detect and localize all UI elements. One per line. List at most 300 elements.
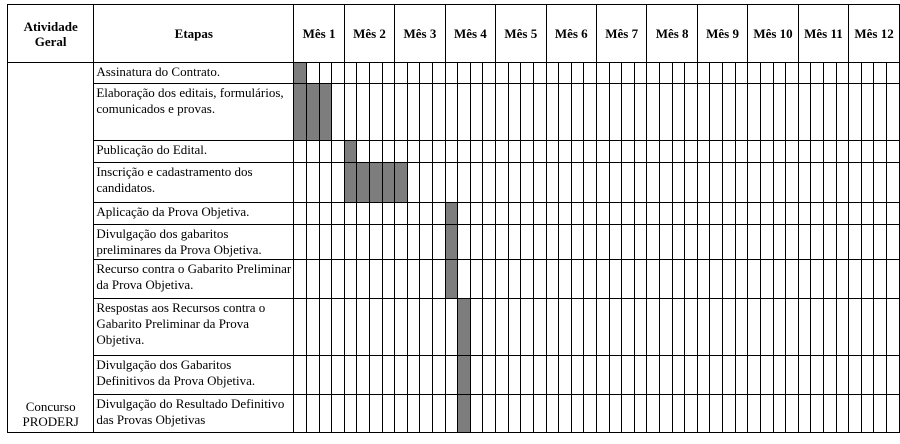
- week-cell: [609, 260, 622, 299]
- week-cell: [660, 63, 673, 84]
- week-cell: [382, 225, 395, 260]
- week-cell: [697, 260, 710, 299]
- week-cell: [496, 63, 509, 84]
- week-cell: [798, 225, 811, 260]
- week-cell: [849, 63, 862, 84]
- week-cell: [496, 356, 509, 395]
- week-cell: [546, 163, 559, 203]
- schedule-row: [8, 63, 900, 84]
- week-cell: [483, 163, 496, 203]
- week-cell: [760, 141, 773, 163]
- week-cell: [483, 395, 496, 433]
- week-cell: [306, 203, 319, 225]
- week-cell: [886, 299, 899, 356]
- week-cell-filled: [306, 84, 319, 141]
- week-cell-filled: [395, 163, 408, 203]
- month-header-3: Mês 3: [395, 5, 445, 63]
- week-cell: [849, 395, 862, 433]
- week-cell: [823, 395, 836, 433]
- week-cell: [357, 84, 370, 141]
- week-cell: [634, 141, 647, 163]
- week-cell: [710, 163, 723, 203]
- week-cell: [571, 203, 584, 225]
- week-cell: [508, 84, 521, 141]
- week-cell: [760, 395, 773, 433]
- week-cell: [559, 141, 572, 163]
- week-cell: [508, 163, 521, 203]
- week-cell: [886, 395, 899, 433]
- week-cell: [874, 225, 887, 260]
- week-cell: [773, 260, 786, 299]
- week-cell: [370, 395, 383, 433]
- week-cell: [420, 141, 433, 163]
- week-cell: [306, 395, 319, 433]
- week-cell: [849, 299, 862, 356]
- week-cell: [672, 299, 685, 356]
- week-cell: [407, 299, 420, 356]
- week-cell: [647, 395, 660, 433]
- week-cell: [735, 356, 748, 395]
- week-cell: [571, 225, 584, 260]
- week-cell: [849, 260, 862, 299]
- week-cell: [874, 84, 887, 141]
- month-header-8: Mês 8: [647, 5, 697, 63]
- week-cell: [622, 63, 635, 84]
- week-cell-filled: [458, 299, 471, 356]
- week-cell: [407, 203, 420, 225]
- week-cell: [420, 163, 433, 203]
- week-cell: [622, 356, 635, 395]
- week-cell: [811, 356, 824, 395]
- week-cell: [584, 63, 597, 84]
- week-cell: [559, 163, 572, 203]
- week-cell: [723, 395, 736, 433]
- week-cell: [786, 395, 799, 433]
- week-cell: [344, 260, 357, 299]
- week-cell: [584, 356, 597, 395]
- week-cell: [634, 84, 647, 141]
- week-cell: [886, 356, 899, 395]
- week-cell: [622, 84, 635, 141]
- week-cell: [685, 356, 698, 395]
- week-cell: [710, 225, 723, 260]
- week-cell: [723, 225, 736, 260]
- week-cell: [823, 163, 836, 203]
- week-cell: [458, 141, 471, 163]
- week-cell: [571, 356, 584, 395]
- week-cell: [660, 356, 673, 395]
- week-cell: [508, 260, 521, 299]
- week-cell: [811, 63, 824, 84]
- week-cell: [622, 395, 635, 433]
- week-cell: [470, 225, 483, 260]
- week-cell: [319, 225, 332, 260]
- week-cell: [357, 299, 370, 356]
- week-cell: [647, 299, 660, 356]
- week-cell: [483, 63, 496, 84]
- week-cell: [319, 163, 332, 203]
- schedule-table: [7, 4, 900, 433]
- week-cell: [647, 225, 660, 260]
- week-cell: [735, 260, 748, 299]
- week-cell-filled: [445, 203, 458, 225]
- week-cell: [533, 356, 546, 395]
- week-cell: [886, 84, 899, 141]
- week-cell: [470, 203, 483, 225]
- week-cell: [521, 225, 534, 260]
- week-cell: [735, 225, 748, 260]
- week-cell: [533, 63, 546, 84]
- week-cell: [319, 63, 332, 84]
- week-cell: [407, 395, 420, 433]
- week-cell: [647, 260, 660, 299]
- week-cell: [647, 203, 660, 225]
- week-cell: [294, 299, 307, 356]
- week-cell: [609, 299, 622, 356]
- etapa-label: Inscrição e cadastramento dos candidatos.: [94, 163, 294, 203]
- week-cell: [874, 395, 887, 433]
- week-cell: [370, 84, 383, 141]
- week-cell: [420, 356, 433, 395]
- week-cell: [382, 356, 395, 395]
- week-cell: [306, 163, 319, 203]
- week-cell: [533, 141, 546, 163]
- week-cell: [420, 299, 433, 356]
- week-cell: [407, 63, 420, 84]
- week-cell: [811, 299, 824, 356]
- week-cell: [306, 260, 319, 299]
- week-cell: [584, 203, 597, 225]
- week-cell: [508, 299, 521, 356]
- week-cell: [382, 84, 395, 141]
- week-cell: [420, 84, 433, 141]
- week-cell: [445, 356, 458, 395]
- week-cell: [622, 163, 635, 203]
- week-cell: [559, 260, 572, 299]
- week-cell: [836, 225, 849, 260]
- week-cell: [660, 84, 673, 141]
- week-cell: [458, 84, 471, 141]
- week-cell: [647, 163, 660, 203]
- week-cell: [786, 260, 799, 299]
- week-cell: [508, 395, 521, 433]
- week-cell: [861, 225, 874, 260]
- week-cell: [521, 203, 534, 225]
- week-cell: [407, 163, 420, 203]
- week-cell: [697, 356, 710, 395]
- week-cell: [533, 395, 546, 433]
- week-cell: [319, 260, 332, 299]
- week-cell: [546, 225, 559, 260]
- week-cell: [357, 203, 370, 225]
- week-cell: [332, 260, 345, 299]
- week-cell: [886, 225, 899, 260]
- week-cell-filled: [294, 63, 307, 84]
- week-cell: [798, 203, 811, 225]
- week-cell: [496, 163, 509, 203]
- week-cell-filled: [357, 163, 370, 203]
- week-cell: [508, 356, 521, 395]
- week-cell: [609, 203, 622, 225]
- week-cell: [672, 163, 685, 203]
- week-cell: [344, 203, 357, 225]
- week-cell: [433, 395, 446, 433]
- week-cell: [483, 225, 496, 260]
- week-cell: [609, 84, 622, 141]
- week-cell: [508, 225, 521, 260]
- week-cell: [370, 141, 383, 163]
- week-cell: [660, 163, 673, 203]
- week-cell: [811, 84, 824, 141]
- week-cell: [370, 225, 383, 260]
- schedule-row: [8, 84, 900, 141]
- week-cell: [344, 63, 357, 84]
- week-cell: [723, 299, 736, 356]
- week-cell: [407, 356, 420, 395]
- week-cell: [470, 260, 483, 299]
- week-cell: [483, 356, 496, 395]
- week-cell: [723, 163, 736, 203]
- week-cell: [559, 395, 572, 433]
- week-cell: [433, 163, 446, 203]
- week-cell: [420, 63, 433, 84]
- month-header-6: Mês 6: [546, 5, 596, 63]
- etapa-label: Divulgação dos Gabaritos Definitivos da Prova Objetiva.: [94, 356, 294, 395]
- schedule-row: [8, 395, 900, 433]
- week-cell: [836, 163, 849, 203]
- week-cell: [886, 260, 899, 299]
- week-cell-filled: [294, 84, 307, 141]
- week-cell: [382, 141, 395, 163]
- week-cell: [760, 299, 773, 356]
- week-cell: [849, 356, 862, 395]
- week-cell: [710, 299, 723, 356]
- week-cell: [319, 141, 332, 163]
- month-header-4: Mês 4: [445, 5, 495, 63]
- week-cell: [773, 84, 786, 141]
- week-cell: [521, 63, 534, 84]
- week-cell: [760, 163, 773, 203]
- week-cell: [811, 395, 824, 433]
- week-cell: [596, 203, 609, 225]
- week-cell: [798, 356, 811, 395]
- week-cell: [836, 395, 849, 433]
- week-cell: [546, 395, 559, 433]
- week-cell: [748, 225, 761, 260]
- week-cell-filled: [382, 163, 395, 203]
- week-cell: [382, 395, 395, 433]
- week-cell: [672, 356, 685, 395]
- week-cell: [849, 141, 862, 163]
- week-cell: [382, 299, 395, 356]
- week-cell: [546, 356, 559, 395]
- week-cell: [470, 163, 483, 203]
- week-cell: [559, 84, 572, 141]
- week-cell: [861, 395, 874, 433]
- week-cell: [571, 63, 584, 84]
- week-cell: [773, 356, 786, 395]
- week-cell: [773, 225, 786, 260]
- week-cell: [861, 163, 874, 203]
- week-cell-filled: [370, 163, 383, 203]
- week-cell: [533, 260, 546, 299]
- week-cell: [748, 356, 761, 395]
- week-cell: [571, 141, 584, 163]
- week-cell: [723, 63, 736, 84]
- week-cell: [874, 141, 887, 163]
- week-cell: [634, 260, 647, 299]
- week-cell: [533, 163, 546, 203]
- week-cell: [470, 63, 483, 84]
- week-cell: [786, 356, 799, 395]
- week-cell: [710, 260, 723, 299]
- week-cell: [823, 203, 836, 225]
- week-cell: [496, 395, 509, 433]
- week-cell: [458, 203, 471, 225]
- week-cell: [596, 163, 609, 203]
- header-row: [8, 5, 900, 63]
- week-cell: [710, 356, 723, 395]
- week-cell: [622, 260, 635, 299]
- week-cell: [357, 63, 370, 84]
- week-cell: [571, 395, 584, 433]
- week-cell: [660, 299, 673, 356]
- week-cell: [571, 163, 584, 203]
- week-cell: [609, 225, 622, 260]
- week-cell: [533, 299, 546, 356]
- week-cell: [660, 395, 673, 433]
- week-cell: [798, 141, 811, 163]
- week-cell: [697, 163, 710, 203]
- week-cell: [811, 163, 824, 203]
- week-cell: [798, 63, 811, 84]
- week-cell: [496, 260, 509, 299]
- week-cell: [748, 299, 761, 356]
- header-etapas: Etapas: [94, 5, 294, 63]
- week-cell: [445, 84, 458, 141]
- schedule-row: [8, 260, 900, 299]
- week-cell: [685, 225, 698, 260]
- week-cell: [786, 299, 799, 356]
- week-cell: [672, 260, 685, 299]
- week-cell: [710, 84, 723, 141]
- week-cell: [773, 299, 786, 356]
- week-cell: [433, 260, 446, 299]
- week-cell: [559, 203, 572, 225]
- week-cell: [420, 225, 433, 260]
- week-cell: [634, 225, 647, 260]
- week-cell: [660, 203, 673, 225]
- month-header-7: Mês 7: [596, 5, 646, 63]
- week-cell: [344, 356, 357, 395]
- week-cell: [697, 63, 710, 84]
- week-cell: [559, 356, 572, 395]
- week-cell: [823, 141, 836, 163]
- week-cell: [445, 299, 458, 356]
- week-cell: [823, 260, 836, 299]
- etapa-label: Respostas aos Recursos contra o Gabarito Preliminar da Prova Objetiva.: [94, 299, 294, 356]
- week-cell: [622, 225, 635, 260]
- week-cell: [760, 63, 773, 84]
- week-cell: [496, 141, 509, 163]
- week-cell: [622, 299, 635, 356]
- week-cell: [319, 299, 332, 356]
- week-cell: [357, 225, 370, 260]
- week-cell: [559, 299, 572, 356]
- week-cell: [811, 260, 824, 299]
- week-cell: [407, 260, 420, 299]
- week-cell: [697, 225, 710, 260]
- week-cell: [294, 203, 307, 225]
- week-cell: [798, 395, 811, 433]
- week-cell: [836, 203, 849, 225]
- week-cell: [533, 84, 546, 141]
- week-cell: [294, 356, 307, 395]
- week-cell: [433, 141, 446, 163]
- week-cell: [748, 84, 761, 141]
- week-cell: [407, 225, 420, 260]
- week-cell: [344, 225, 357, 260]
- month-header-9: Mês 9: [697, 5, 747, 63]
- week-cell: [433, 225, 446, 260]
- week-cell: [306, 299, 319, 356]
- week-cell: [886, 141, 899, 163]
- week-cell: [697, 84, 710, 141]
- schedule-row: [8, 163, 900, 203]
- week-cell: [622, 141, 635, 163]
- month-header-11: Mês 11: [798, 5, 848, 63]
- week-cell: [596, 141, 609, 163]
- week-cell: [609, 163, 622, 203]
- etapa-label: Elaboração dos editais, formulários, comunicados e provas.: [94, 84, 294, 141]
- week-cell: [433, 84, 446, 141]
- week-cell-filled: [458, 356, 471, 395]
- week-cell: [861, 141, 874, 163]
- week-cell: [332, 395, 345, 433]
- week-cell: [748, 163, 761, 203]
- week-cell: [332, 163, 345, 203]
- week-cell: [710, 63, 723, 84]
- week-cell: [697, 299, 710, 356]
- week-cell: [584, 141, 597, 163]
- week-cell: [306, 141, 319, 163]
- week-cell: [849, 203, 862, 225]
- week-cell: [395, 356, 408, 395]
- week-cell: [546, 84, 559, 141]
- week-cell: [849, 163, 862, 203]
- week-cell: [836, 141, 849, 163]
- week-cell: [395, 225, 408, 260]
- week-cell: [685, 163, 698, 203]
- week-cell: [723, 141, 736, 163]
- week-cell: [672, 141, 685, 163]
- week-cell: [433, 299, 446, 356]
- week-cell: [760, 260, 773, 299]
- week-cell: [760, 225, 773, 260]
- week-cell: [382, 203, 395, 225]
- week-cell: [319, 395, 332, 433]
- week-cell: [445, 395, 458, 433]
- week-cell: [861, 356, 874, 395]
- week-cell: [458, 63, 471, 84]
- week-cell: [735, 163, 748, 203]
- week-cell: [584, 395, 597, 433]
- week-cell: [685, 299, 698, 356]
- week-cell: [571, 260, 584, 299]
- week-cell: [647, 141, 660, 163]
- week-cell: [786, 203, 799, 225]
- week-cell: [332, 299, 345, 356]
